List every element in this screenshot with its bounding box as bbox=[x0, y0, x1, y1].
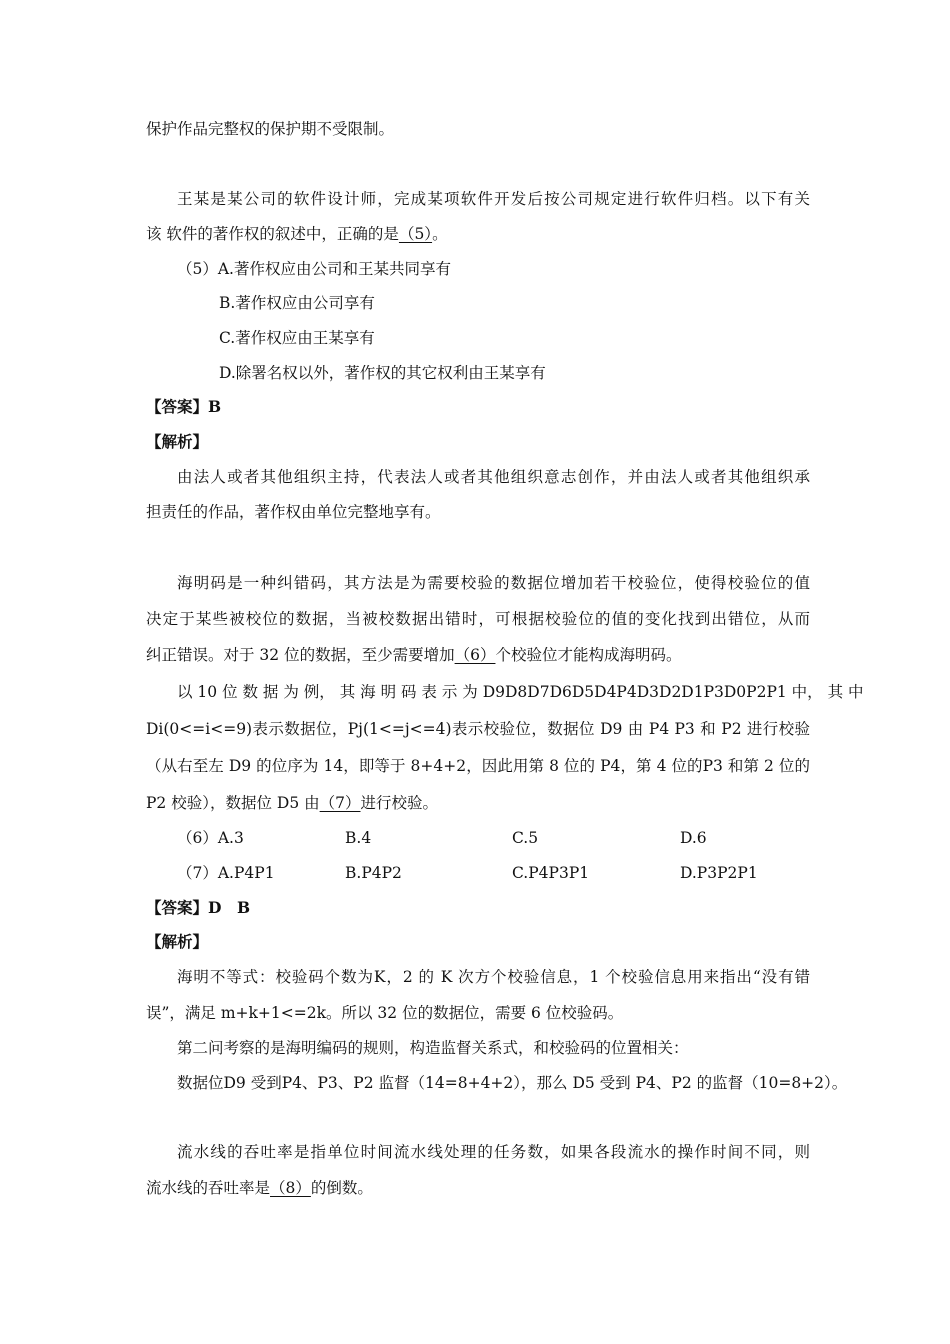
q5-analysis-line1: 由法人或者其他组织主持，代表法人或者其他组织意志创作，并由法人或者其他组织承 bbox=[177, 468, 810, 486]
q7-option-c: C.P4P3P1 bbox=[512, 864, 590, 882]
q8-stem-line2 bbox=[146, 1178, 810, 1198]
q8-blank: （8） bbox=[270, 1179, 311, 1197]
q7-option-b: B.P4P2 bbox=[345, 864, 402, 882]
q7-stem-line3: （从右至左 D9 的位序为 14，即等于 8+4+2，因此用第 8 位的 P4，第 4 位的P3 和第 2 位的 bbox=[146, 757, 810, 775]
answer-value: B bbox=[208, 397, 222, 416]
q67-analysis-line4: 数据位D9 受到P4、P3、P2 监督（14=8+4+2），那么 D5 受到 P4、P2 的监督（10=8+2）。 bbox=[177, 1074, 848, 1092]
answer-label: 【答案】 bbox=[146, 397, 209, 416]
q8-stem-line1: 流水线的吞吐率是指单位时间流水线处理的任务数，如果各段流水的操作时间不同，则 bbox=[177, 1143, 810, 1161]
q6-stem-text: 纠正错误。对于 32 位的数据，至少需要增加 bbox=[146, 646, 455, 664]
q6-stem-line3 bbox=[146, 645, 810, 665]
q6-stem-line2: 决定于某些被校位的数据，当被校数据出错时，可根据校验位的值的变化找到出错位，从而 bbox=[146, 610, 810, 628]
q5-answer bbox=[146, 397, 810, 417]
q6-stem-line1: 海明码是一种纠错码，其方法是为需要校验的数据位增加若干校验位，使得校验位的值 bbox=[177, 574, 810, 592]
q7-stem-line1: 以 10 位 数 据 为 例， 其 海 明 码 表 示 为 D9D8D7D6D5D4P4D3D2D1P3D0P2P1 中， 其 中 bbox=[177, 683, 864, 701]
q5-stem-line1: 王某是某公司的软件设计师，完成某项软件开发后按公司规定进行软件归档。以下有关 bbox=[177, 190, 810, 208]
q5-analysis-line2: 担责任的作品，著作权由单位完整地享有。 bbox=[146, 503, 441, 521]
q8-stem-end: 的倒数。 bbox=[310, 1179, 373, 1197]
q67-analysis-label: 【解析】 bbox=[146, 932, 209, 951]
q5-option-d: D.除署名权以外，著作权的其它权利由王某享有 bbox=[219, 364, 546, 382]
q5-stem-line2 bbox=[146, 224, 810, 244]
q6-option-b: B.4 bbox=[345, 829, 372, 847]
q7-stem-line2: Di(0<=i<=9)表示数据位，Pj(1<=j<=4)表示校验位，数据位 D9 由 P4 P3 和 P2 进行校验 bbox=[146, 720, 810, 738]
q7-stem-line4 bbox=[146, 793, 810, 813]
q5-stem-text: 该 软件的著作权的叙述中，正确的是 bbox=[146, 225, 399, 243]
q6-option-a: （6）A.3 bbox=[177, 829, 244, 847]
q5-blank: （5） bbox=[398, 225, 433, 243]
q67-answer bbox=[146, 898, 810, 918]
q7-option-d: D.P3P2P1 bbox=[680, 864, 758, 882]
q7-stem-text: P2 校验），数据位 D5 由 bbox=[146, 794, 320, 812]
q6-stem-end: 个校验位才能构成海明码。 bbox=[495, 646, 682, 664]
q5-option-a: （5）A.著作权应由公司和王某共同享有 bbox=[177, 260, 451, 278]
intro-paragraph: 保护作品完整权的保护期不受限制。 bbox=[146, 120, 395, 138]
q67-analysis-line2: 误”，满足 m+k+1<=2k。所以 32 位的数据位，需要 6 位校验码。 bbox=[146, 1004, 624, 1022]
q7-option-a: （7）A.P4P1 bbox=[177, 864, 275, 882]
q67-analysis-line3: 第二问考察的是海明编码的规则，构造监督关系式，和校验码的位置相关： bbox=[177, 1039, 689, 1057]
q7-blank: （7） bbox=[319, 794, 361, 812]
q5-option-c: C.著作权应由王某享有 bbox=[219, 329, 375, 347]
answer-label: 【答案】 bbox=[146, 898, 209, 917]
q5-analysis-label: 【解析】 bbox=[146, 432, 209, 451]
q6-blank: （6） bbox=[454, 646, 496, 664]
q5-option-b: B.著作权应由公司享有 bbox=[219, 294, 375, 312]
q7-stem-end: 进行校验。 bbox=[360, 794, 439, 812]
q5-stem-end: 。 bbox=[432, 225, 448, 243]
answer-value: D B bbox=[208, 898, 251, 917]
q6-option-c: C.5 bbox=[512, 829, 539, 847]
q67-analysis-line1: 海明不等式：校验码个数为K，2 的 K 次方个校验信息，1 个校验信息用来指出“没有错 bbox=[177, 968, 810, 986]
q8-stem-text: 流水线的吞吐率是 bbox=[146, 1179, 271, 1197]
q6-option-d: D.6 bbox=[680, 829, 707, 847]
